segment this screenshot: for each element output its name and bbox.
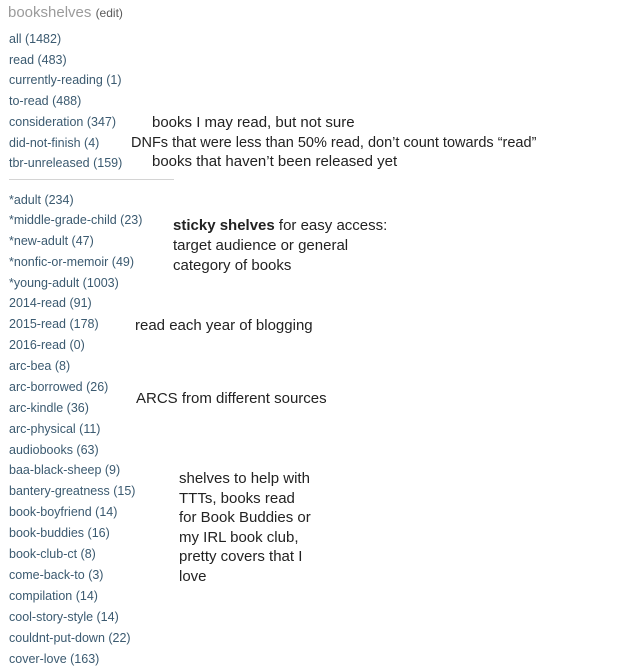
- shelf-consideration[interactable]: consideration (347): [9, 115, 117, 129]
- shelf-young-adult[interactable]: *young-adult (1003): [9, 276, 119, 290]
- shelf-read[interactable]: read (483): [9, 53, 67, 67]
- shelf-all[interactable]: all (1482): [9, 32, 62, 46]
- shelf-did-not-finish[interactable]: did-not-finish (4): [9, 136, 100, 150]
- shelf-baa-black-sheep[interactable]: baa-black-sheep (9): [9, 463, 121, 477]
- shelf-book-buddies[interactable]: book-buddies (16): [9, 526, 110, 540]
- shelf-divider: [9, 179, 174, 180]
- shelf-new-adult[interactable]: *new-adult (47): [9, 234, 94, 248]
- shelf-tbr-unreleased[interactable]: tbr-unreleased (159): [9, 156, 123, 170]
- note-tbr-unreleased: books that haven’t been released yet: [152, 153, 398, 170]
- shelf-adult[interactable]: *adult (234): [9, 193, 74, 207]
- note-arcs: ARCS from different sources: [136, 390, 327, 407]
- shelf-couldnt-put-down[interactable]: couldnt-put-down (22): [9, 631, 131, 645]
- shelf-come-back-to[interactable]: come-back-to (3): [9, 568, 104, 582]
- shelf-arc-bea[interactable]: arc-bea (8): [9, 359, 71, 373]
- note-shelves-help: shelves to help with TTTs, books read for Book Buddies or my IRL book club, pretty covers that I love: [179, 470, 311, 585]
- shelf-arc-borrowed[interactable]: arc-borrowed (26): [9, 380, 109, 394]
- edit-shelves-link[interactable]: (edit): [95, 6, 123, 20]
- shelf-audiobooks[interactable]: audiobooks (63): [9, 443, 99, 457]
- shelf-2016-read[interactable]: 2016-read (0): [9, 338, 85, 352]
- shelf-nonfic-or-memoir[interactable]: *nonfic-or-memoir (49): [9, 255, 135, 269]
- shelf-book-boyfriend[interactable]: book-boyfriend (14): [9, 505, 118, 519]
- shelf-cool-story-style[interactable]: cool-story-style (14): [9, 610, 119, 624]
- shelf-to-read[interactable]: to-read (488): [9, 94, 82, 108]
- note-consideration: books I may read, but not sure: [152, 114, 355, 131]
- note-sticky-rest: for easy access: target audience or general category of books: [173, 217, 388, 274]
- shelf-bantery-greatness[interactable]: bantery-greatness (15): [9, 484, 136, 498]
- shelf-middle-grade-child[interactable]: *middle-grade-child (23): [9, 213, 143, 227]
- shelf-currently-reading[interactable]: currently-reading (1): [9, 73, 122, 87]
- shelf-2014-read[interactable]: 2014-read (91): [9, 296, 92, 310]
- note-sticky-bold: sticky shelves: [173, 217, 275, 234]
- note-sticky-shelves: [173, 216, 398, 276]
- shelf-arc-physical[interactable]: arc-physical (11): [9, 422, 101, 436]
- bookshelves-heading: [8, 4, 123, 21]
- shelf-book-club-ct[interactable]: book-club-ct (8): [9, 547, 96, 561]
- shelf-arc-kindle[interactable]: arc-kindle (36): [9, 401, 89, 415]
- bookshelves-title: bookshelves: [8, 4, 92, 21]
- shelf-cover-love[interactable]: cover-love (163): [9, 652, 100, 666]
- shelf-2015-read[interactable]: 2015-read (178): [9, 317, 99, 331]
- shelf-compilation[interactable]: compilation (14): [9, 589, 98, 603]
- note-yearly-read: read each year of blogging: [135, 317, 313, 334]
- note-did-not-finish: DNFs that were less than 50% read, don’t count towards “read”: [131, 135, 537, 151]
